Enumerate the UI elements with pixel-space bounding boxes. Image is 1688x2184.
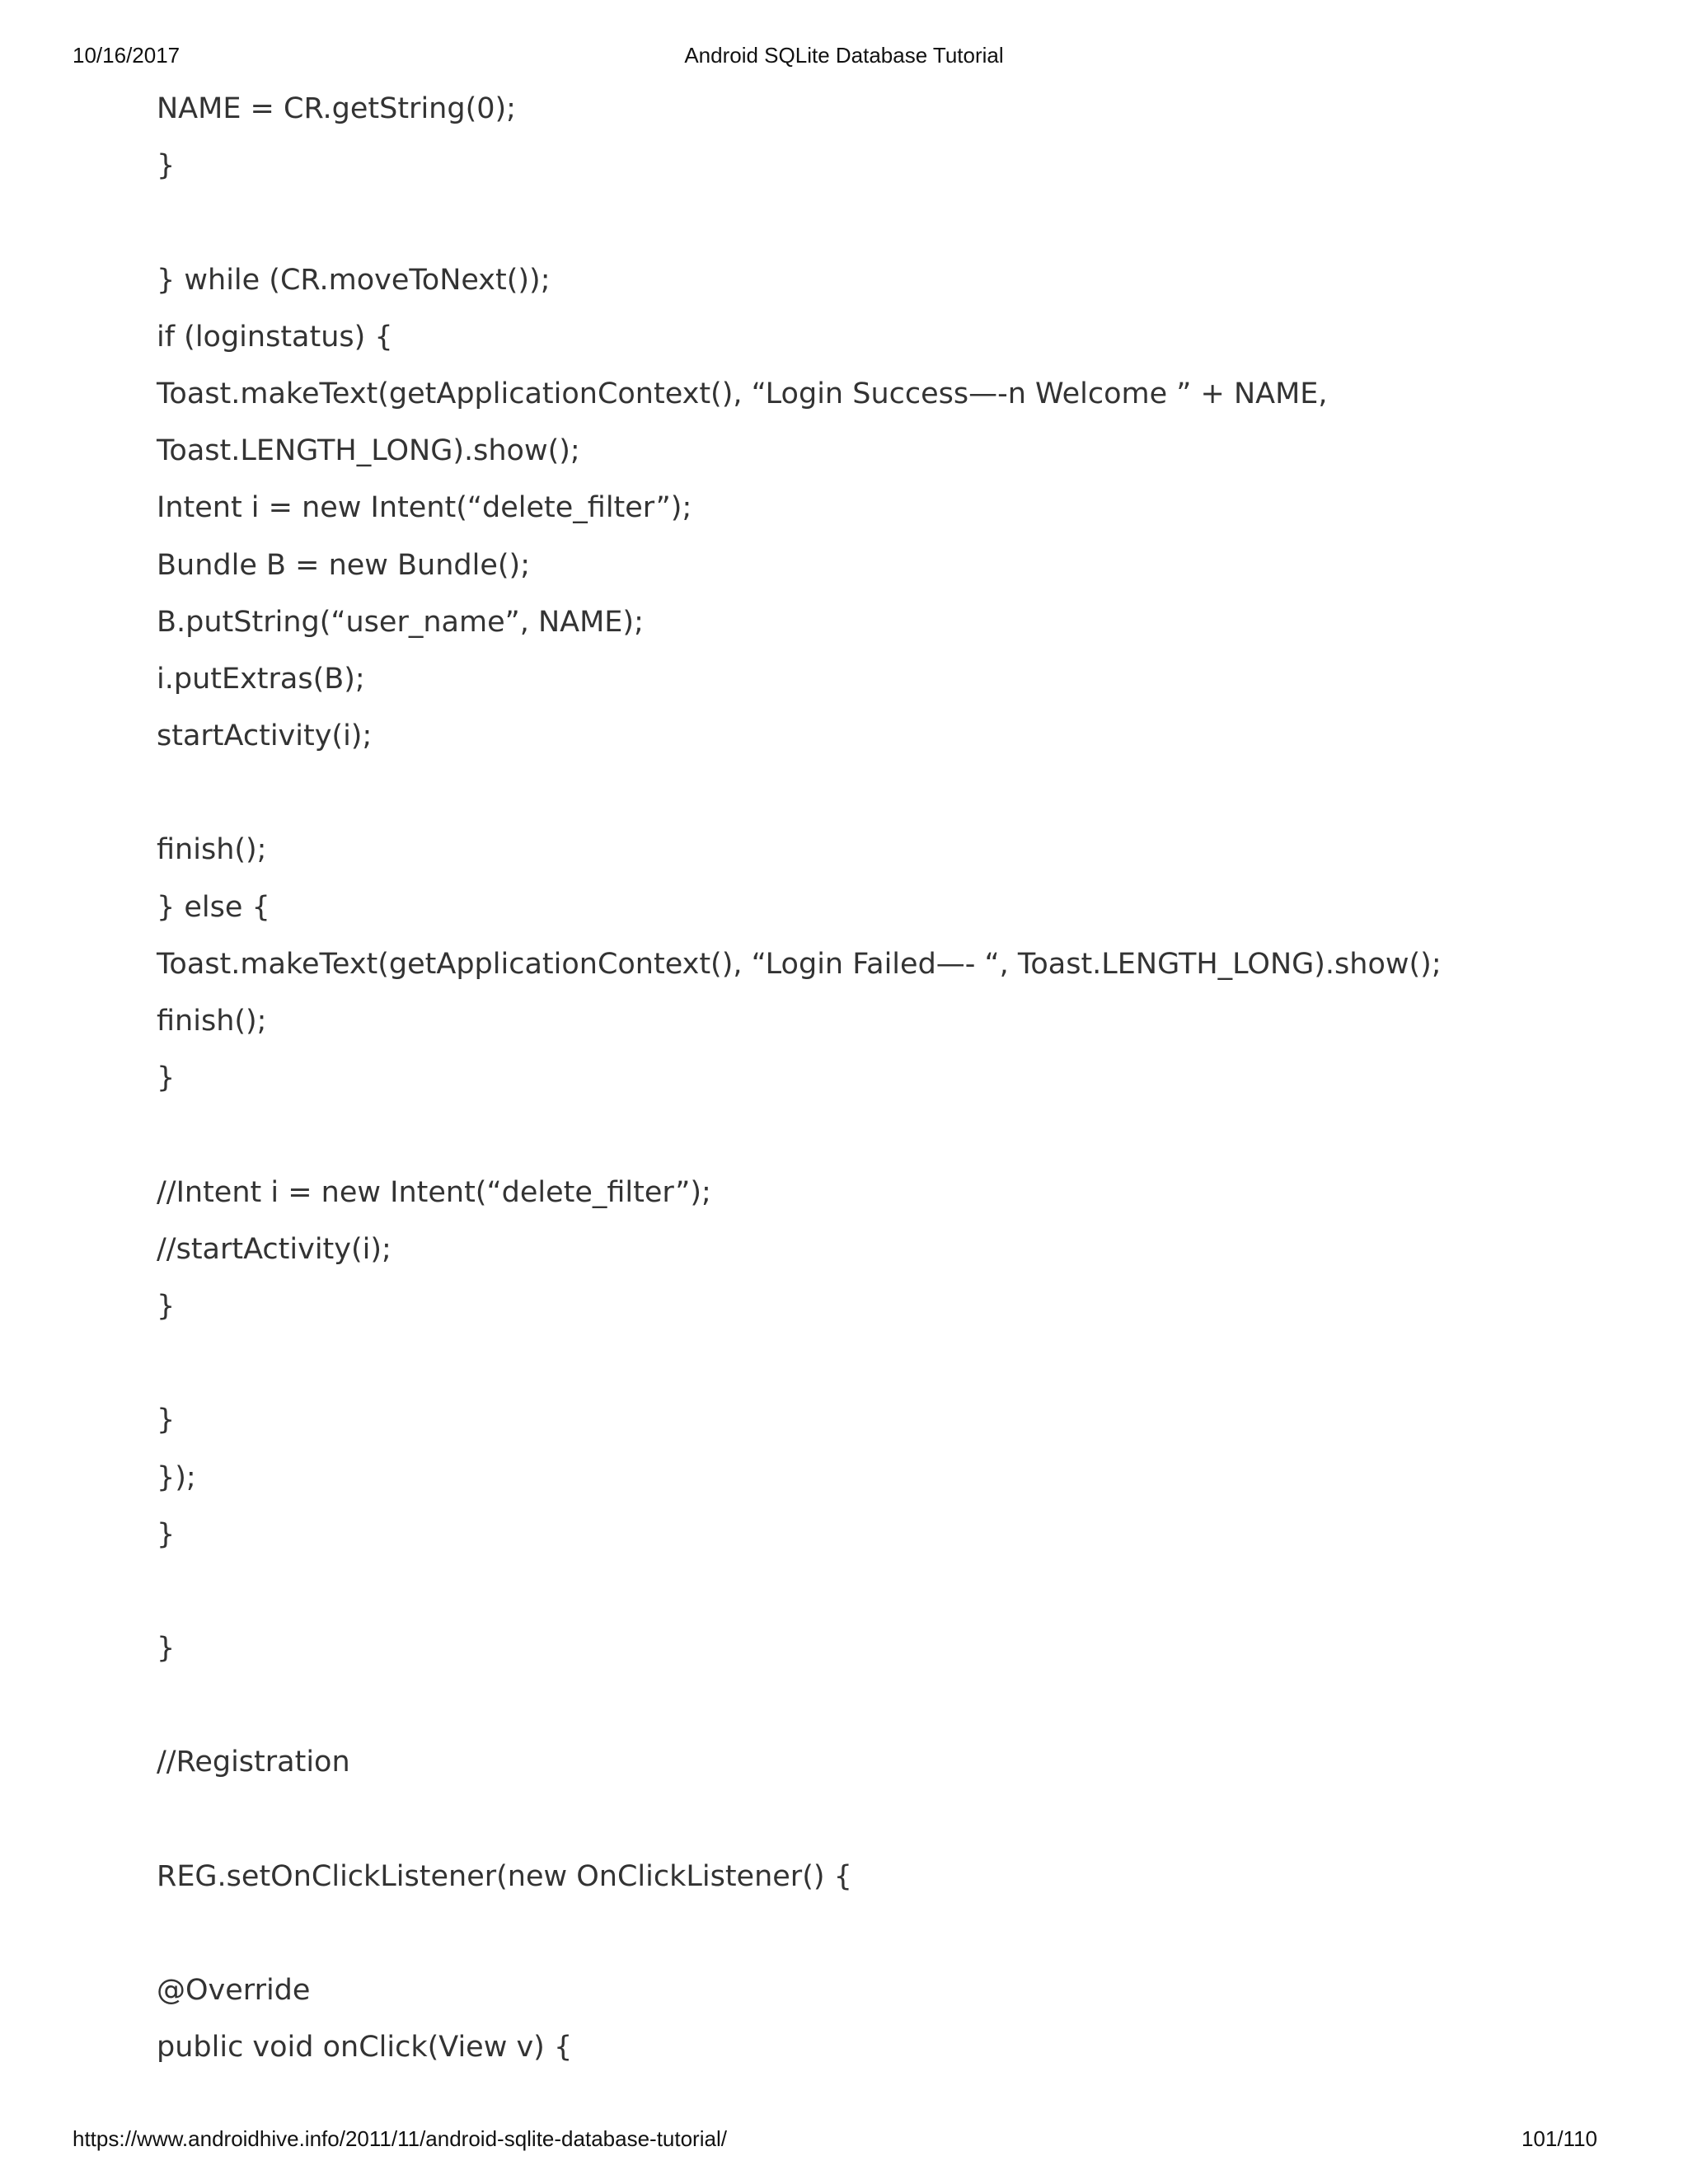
code-line: finish(); <box>157 1005 267 1038</box>
code-line: REG.setOnClickListener(new OnClickListener() { <box>157 1859 852 1893</box>
code-line: Intent i = new Intent(“delete_filter”); <box>157 491 692 525</box>
code-line <box>157 1677 1589 1734</box>
code-line: } <box>157 1404 176 1437</box>
code-line: Toast.makeText(getApplicationContext(), “Login Success—-n Welcome ” + NAME, <box>157 377 1328 410</box>
code-line: } while (CR.moveToNext()); <box>157 263 551 297</box>
code-line: Toast.makeText(getApplicationContext(), “Login Failed—- “, Toast.LENGTH_LONG).show(); <box>157 947 1442 981</box>
code-line: Toast.LENGTH_LONG).show(); <box>157 434 580 468</box>
page-header <box>73 43 1615 76</box>
page-title: Android SQLite Database Tutorial <box>684 43 1004 68</box>
code-line <box>157 1335 1589 1392</box>
code-line: if (loginstatus) { <box>157 320 393 354</box>
code-line: }); <box>157 1460 196 1494</box>
code-line: B.putString(“user_name”, NAME); <box>157 605 644 639</box>
print-date: 10/16/2017 <box>73 43 181 68</box>
code-listing <box>157 81 1589 2077</box>
code-line: i.putExtras(B); <box>157 662 365 696</box>
code-line: NAME = CR.getString(0); <box>157 92 516 125</box>
code-line: //startActivity(i); <box>157 1232 392 1266</box>
page-url: https://www.androidhive.info/2011/11/android-sqlite-database-tutorial/ <box>73 2126 727 2151</box>
page-number: 101/110 <box>1521 2126 1597 2151</box>
code-line <box>157 194 1589 251</box>
code-line: Bundle B = new Bundle(); <box>157 548 530 582</box>
code-line: startActivity(i); <box>157 719 373 753</box>
code-line <box>157 1905 1589 1962</box>
code-line: } <box>157 1062 176 1095</box>
code-line <box>157 765 1589 822</box>
code-line: //Registration <box>157 1746 350 1779</box>
code-line: //Intent i = new Intent(“delete_filter”); <box>157 1175 711 1209</box>
code-line: public void onClick(View v) { <box>157 2031 573 2064</box>
code-line: } <box>157 1517 176 1551</box>
code-line: } <box>157 1632 176 1666</box>
code-line: finish(); <box>157 833 267 867</box>
code-line <box>157 1563 1589 1620</box>
page-footer <box>73 2126 1615 2159</box>
code-line: } <box>157 1289 176 1323</box>
code-line <box>157 1792 1589 1849</box>
code-line: @Override <box>157 1974 311 2008</box>
code-line <box>157 1107 1589 1164</box>
code-line: } <box>157 149 176 183</box>
code-line: } else { <box>157 890 270 924</box>
